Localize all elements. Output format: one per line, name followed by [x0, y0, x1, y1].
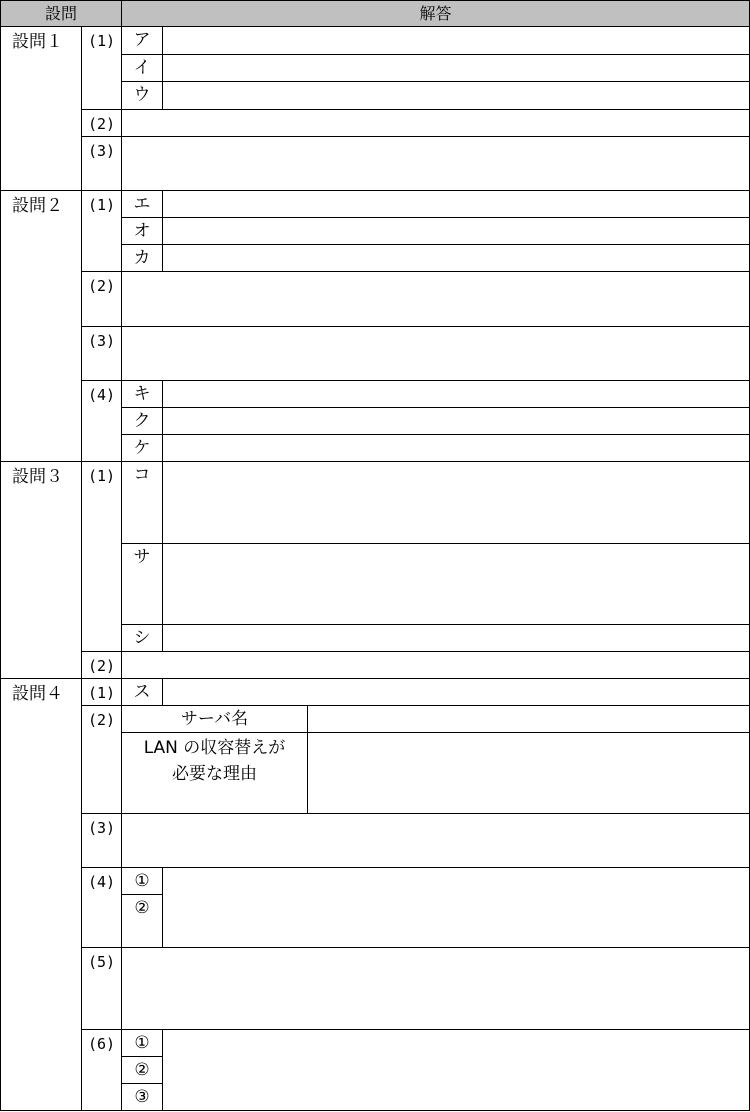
q1-1-blank-1-answer[interactable]: [163, 27, 750, 55]
header-answer: 解答: [122, 0, 750, 27]
q1-1-blank-3-label: ウ: [122, 82, 163, 110]
q1-1-blank-2-answer[interactable]: [163, 55, 750, 82]
q4-4-item-2-label: ②: [122, 895, 163, 948]
q1-3-answer[interactable]: [122, 137, 750, 191]
q2-4-blank-1-label: キ: [122, 381, 163, 408]
q2-1-blank-3-label: カ: [122, 245, 163, 272]
q2-4-blank-2-answer[interactable]: [163, 408, 750, 435]
q3-2-number: (2): [82, 652, 122, 679]
q1-1-number: (1): [82, 27, 122, 110]
q1-label: 設問１: [0, 27, 82, 191]
q2-1-blank-3-answer[interactable]: [163, 245, 750, 272]
q4-5-answer[interactable]: [122, 948, 750, 1030]
q3-label: 設問３: [0, 462, 82, 679]
q3-1-blank-2-answer[interactable]: [163, 544, 750, 625]
header-question: 設問: [0, 0, 122, 27]
q3-1-blank-3-label: シ: [122, 625, 163, 652]
q3-2-answer[interactable]: [122, 652, 750, 679]
q1-2-number: (2): [82, 110, 122, 137]
q2-4-blank-3-answer[interactable]: [163, 435, 750, 462]
q3-1-blank-1-label: コ: [122, 462, 163, 544]
q2-label: 設問２: [0, 191, 82, 462]
q2-1-blank-2-label: オ: [122, 218, 163, 245]
q4-6-item-3-label: ③: [122, 1084, 163, 1111]
q3-1-blank-3-answer[interactable]: [163, 625, 750, 652]
q4-6-number: (6): [82, 1030, 122, 1111]
q2-1-blank-2-answer[interactable]: [163, 218, 750, 245]
q2-3-answer[interactable]: [122, 327, 750, 381]
q4-2-server-name-answer[interactable]: [308, 706, 750, 733]
q1-1-blank-2-label: イ: [122, 55, 163, 82]
q2-2-number: (2): [82, 272, 122, 327]
q1-1-blank-3-answer[interactable]: [163, 82, 750, 110]
q2-3-number: (3): [82, 327, 122, 381]
q2-4-number: (4): [82, 381, 122, 462]
q2-1-blank-1-answer[interactable]: [163, 191, 750, 218]
q1-2-answer[interactable]: [122, 110, 750, 137]
q4-5-number: (5): [82, 948, 122, 1030]
q4-6-item-1-label: ①: [122, 1030, 163, 1057]
q4-6-answer[interactable]: [163, 1030, 750, 1111]
q4-4-item-1-label: ①: [122, 868, 163, 895]
q4-1-blank-1-answer[interactable]: [163, 679, 750, 706]
q4-3-answer[interactable]: [122, 814, 750, 868]
q4-2-reason-label: LAN の収容替えが 必要な理由: [122, 733, 308, 814]
q3-1-blank-2-label: サ: [122, 544, 163, 625]
q2-1-number: (1): [82, 191, 122, 272]
q4-2-reason-answer[interactable]: [308, 733, 750, 814]
q4-6-item-2-label: ②: [122, 1057, 163, 1084]
q2-2-answer[interactable]: [122, 272, 750, 327]
q1-1-blank-1-label: ア: [122, 27, 163, 55]
q2-1-blank-1-label: エ: [122, 191, 163, 218]
q1-3-number: (3): [82, 137, 122, 191]
q2-4-blank-3-label: ケ: [122, 435, 163, 462]
q4-4-answer[interactable]: [163, 868, 750, 948]
q4-4-number: (4): [82, 868, 122, 948]
q4-label: 設問４: [0, 679, 82, 1111]
q4-2-number: (2): [82, 706, 122, 814]
q4-3-number: (3): [82, 814, 122, 868]
q2-4-blank-1-answer[interactable]: [163, 381, 750, 408]
q4-1-blank-1-label: ス: [122, 679, 163, 706]
q3-1-blank-1-answer[interactable]: [163, 462, 750, 544]
q4-1-number: (1): [82, 679, 122, 706]
q4-2-server-name-label: サーバ名: [122, 706, 308, 733]
q2-4-blank-2-label: ク: [122, 408, 163, 435]
q3-1-number: (1): [82, 462, 122, 652]
